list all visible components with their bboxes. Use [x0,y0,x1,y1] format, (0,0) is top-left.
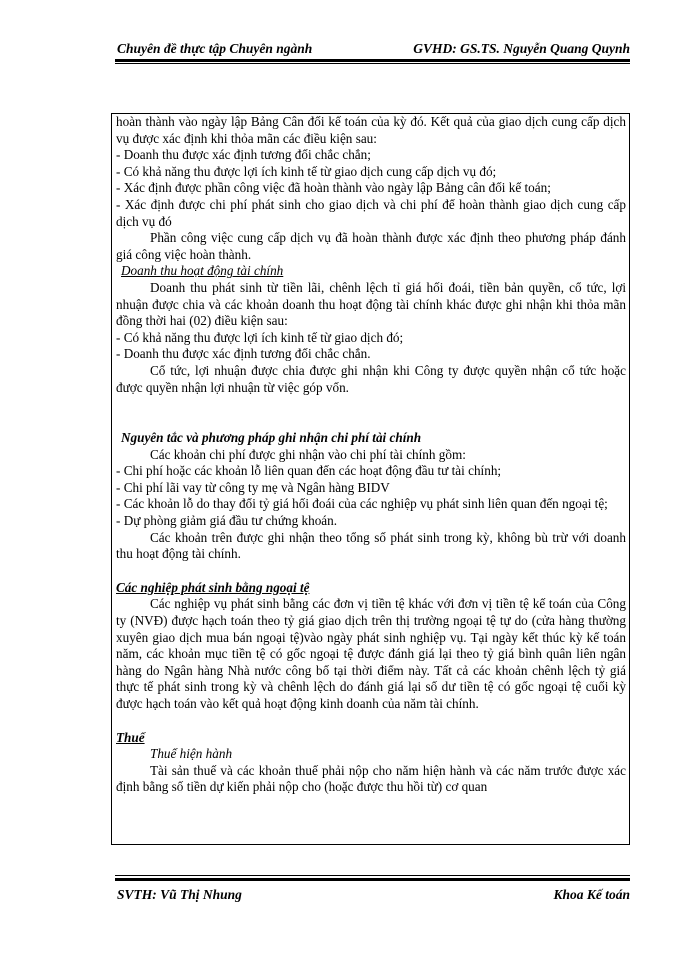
heading-financial-revenue: Doanh thu hoạt động tài chính [121,263,284,279]
bullet-costs-determined: - Xác định được chi phí phát sinh cho giao dịch và chi phí để hoàn thành giao dịch cung cấp dịch vụ đó [116,196,626,229]
paragraph-foreign-currency: Các nghiệp vụ phát sinh bằng các đơn vị tiền tệ khác với đơn vị tiền tệ kế toán của Công ty (NVĐ) được hạch toán theo tỷ giá giao dịch trên thị trường ngoại tệ tự do (cửa hàng thường xuyên giao dịch mua bán ngoại tệ)vào ngày phát sinh nghiệp vụ. Tại ngày kết thúc kỳ kế toán năm, các khoản mục tiền tệ có gốc ngoại tệ được đánh giá lại theo tỷ giá bình quân liên ngân hàng do Ngân hàng Nhà nước công bố tại thời điểm này. Tất cả các khoản chênh lệch tỷ giá thực tế phát sinh trong kỳ và chênh lệch do đánh giá lại số dư tiền tệ có gốc ngoại tệ cuối kỳ được hạch toán vào kết quả hoạt động kinh doanh của năm tài chính. [116,596,626,711]
bullet-financial-benefit: - Có khả năng thu được lợi ích kinh tế từ giao dịch đó; [116,329,404,345]
heading-tax: Thuế [116,729,145,745]
bullet-securities-provision: - Dự phòng giảm giá đầu tư chứng khoán. [116,513,338,529]
footer-rule-thin [115,875,630,876]
header-supervisor: GVHD: GS.TS. Nguyễn Quang Quynh [413,41,630,56]
bullet-interest-expense: - Chi phí lãi vay từ công ty mẹ và Ngân hàng BIDV [116,479,390,495]
paragraph-expense-recognition: Các khoản trên được ghi nhận theo tổng số phát sinh trong kỳ, không bù trừ với doanh thu hoạt động tài chính. [116,529,626,562]
spacer [116,396,626,430]
paragraph-dividends: Cổ tức, lợi nhuận được chia được ghi nhận khi Công ty được quyền nhận cổ tức hoặc được quyền nhận lợi nhuận từ việc góp vốn. [116,362,626,395]
heading-current-tax: Thuế hiện hành [150,746,233,762]
heading-foreign-currency: Các nghiệp phát sinh bằng ngoại tệ [116,579,310,595]
bullet-completed-portion: - Xác định được phần công việc đã hoàn thành vào ngày lập Bảng cân đối kế toán; [116,180,551,196]
paragraph-completion-method: Phần công việc cung cấp dịch vụ đã hoàn thành được xác định theo phương pháp đánh giá công việc hoàn thành. [116,230,626,262]
bullet-investment-losses: - Chi phí hoặc các khoản lỗ liên quan đến các hoạt động đầu tư tài chính; [116,463,502,479]
paragraph-expense-intro: Các khoản chi phí được ghi nhận vào chi phí tài chính gồm: [150,446,466,462]
paragraph-financial-revenue: Doanh thu phát sinh từ tiền lãi, chênh lệch tỉ giá hối đoái, tiền bản quyền, cổ tức, lợi nhuận được chia và các khoản doanh thu hoạt động tài chính khác được ghi nhận khi thỏa mãn đồng thời hai (02) điều kiện sau: [116,279,626,329]
header-rule-thick [115,59,630,62]
paragraph-current-tax: Tài sản thuế và các khoản thuế phải nộp cho năm hiện hành và các năm trước được xác định bằng số tiền dự kiến phải nộp cho (hoặc được thu hồi từ) cơ quan [116,762,626,795]
bullet-fx-losses: - Các khoản lỗ do thay đổi tỷ giá hối đoái của các nghiệp vụ phát sinh liên quan đến ngoại tệ; [116,496,608,512]
footer-department: Khoa Kế toán [553,887,630,902]
header-course-title: Chuyên đề thực tập Chuyên ngành [117,41,313,56]
bullet-financial-certain: - Doanh thu được xác định tương đối chắc chắn. [116,346,371,362]
footer-student: SVTH: Vũ Thị Nhung [117,887,242,902]
bullet-economic-benefit: - Có khả năng thu được lợi ích kinh tế từ giao dịch cung cấp dịch vụ đó; [116,163,497,179]
paragraph-service-result: hoàn thành vào ngày lập Bảng Cân đối kế toán của kỳ đó. Kết quả của giao dịch cung cấp dịch vụ được xác định khi thỏa mãn các điều kiện sau: [116,114,626,146]
spacer [116,563,626,580]
page-footer [115,875,630,905]
footer-rule-thick [115,878,630,881]
heading-financial-expense: Nguyên tắc và phương pháp ghi nhận chi phí tài chính [121,430,422,446]
page-header [115,38,630,62]
spacer [116,713,626,730]
header-rule-thin [115,63,630,64]
bullet-revenue-certain: - Doanh thu được xác định tương đối chắc chắn; [116,147,371,163]
content-frame [111,113,630,845]
